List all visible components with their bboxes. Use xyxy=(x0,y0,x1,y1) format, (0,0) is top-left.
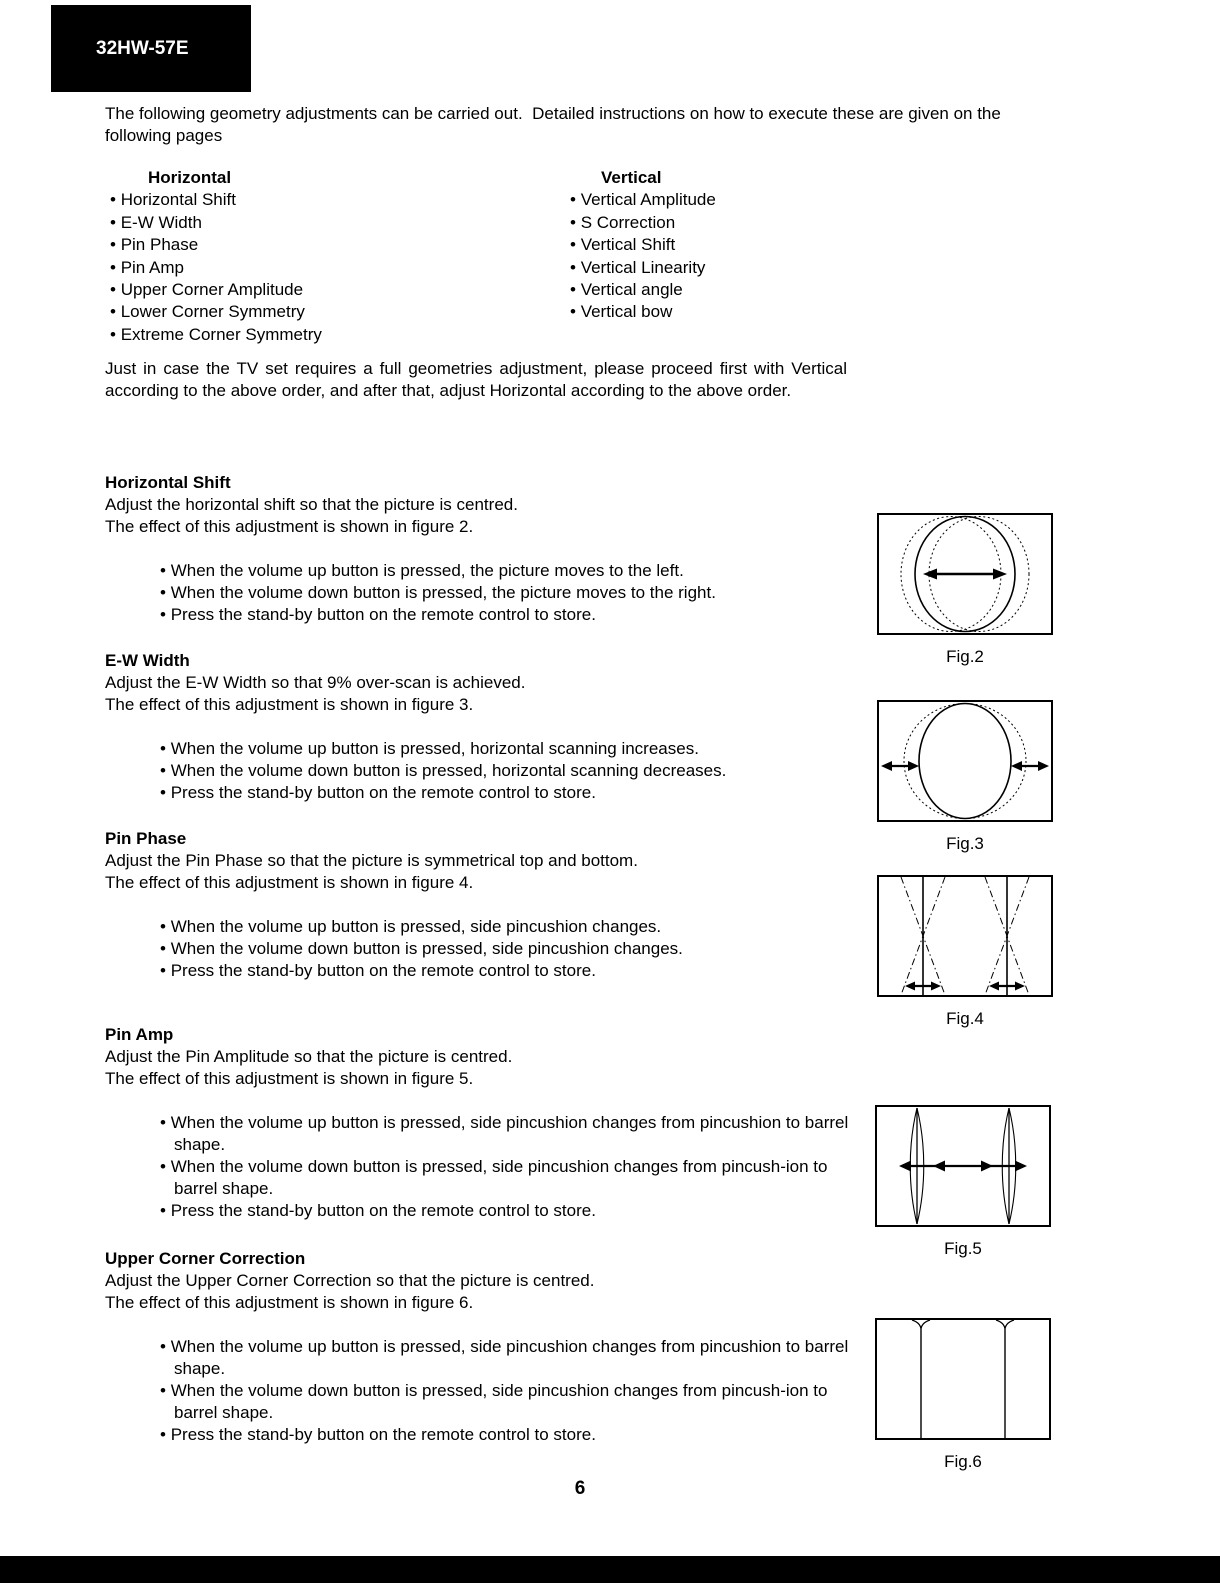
bullet-item: • When the volume up button is pressed, side pincushion changes. xyxy=(160,916,853,938)
section-horizontal-shift xyxy=(105,472,853,626)
section-upper-corner-correction xyxy=(105,1248,853,1446)
figure-caption: Fig.5 xyxy=(944,1239,982,1258)
bullet-item: • When the volume down button is pressed, the picture moves to the right. xyxy=(160,582,853,604)
section-desc-line: The effect of this adjustment is shown in figure 4. xyxy=(105,873,474,892)
list-item: • Vertical angle xyxy=(565,279,716,301)
bullet-item: • Press the stand-by button on the remote control to store. xyxy=(160,604,853,626)
bullet-item: • Press the stand-by button on the remote control to store. xyxy=(160,782,853,804)
section-title: E-W Width xyxy=(105,651,190,670)
section-desc-line: Adjust the Pin Amplitude so that the picture is centred. xyxy=(105,1047,513,1066)
section-bullets xyxy=(105,560,853,626)
model-badge xyxy=(51,5,251,92)
section-pin-amp xyxy=(105,1024,853,1222)
bullet-item: • Press the stand-by button on the remote control to store. xyxy=(160,1424,853,1446)
figure-caption: Fig.4 xyxy=(946,1009,984,1028)
bullet-item: • When the volume up button is pressed, side pincushion changes from pincushion to barrel shape. xyxy=(160,1336,853,1380)
section-bullets xyxy=(105,1112,853,1222)
vertical-column-title: Vertical xyxy=(601,168,662,187)
intro-paragraph: The following geometry adjustments can be carried out. Detailed instructions on how to execute these are given on the following pages xyxy=(105,104,1006,145)
figure-6 xyxy=(875,1318,1051,1473)
upper-corner-diagram xyxy=(875,1318,1051,1440)
horizontal-adjustments-column xyxy=(105,167,560,346)
section-desc-line: The effect of this adjustment is shown in figure 2. xyxy=(105,517,474,536)
list-item: • Vertical Linearity xyxy=(565,257,716,279)
section-desc-line: Adjust the Upper Corner Correction so that the picture is centred. xyxy=(105,1271,595,1290)
vertical-adjustments-list xyxy=(565,189,716,323)
adjustment-columns xyxy=(105,167,935,346)
bullet-item: • When the volume up button is pressed, the picture moves to the left. xyxy=(160,560,853,582)
horizontal-shift-diagram xyxy=(877,513,1053,635)
bullet-item: • When the volume down button is pressed, side pincushion changes from pincush-ion to barrel shape. xyxy=(160,1156,853,1200)
note-paragraph: Just in case the TV set requires a full geometries adjustment, please proceed first with Vertical according to the above order, and after that, adjust Horizontal according to the above order. xyxy=(105,359,847,400)
bullet-item: • When the volume up button is pressed, horizontal scanning increases. xyxy=(160,738,853,760)
section-ew-width xyxy=(105,650,853,804)
horizontal-adjustments-list xyxy=(105,189,560,346)
section-title: Upper Corner Correction xyxy=(105,1249,306,1268)
section-desc-line: The effect of this adjustment is shown in figure 3. xyxy=(105,695,474,714)
bullet-item: • Press the stand-by button on the remote control to store. xyxy=(160,960,853,982)
section-desc-line: Adjust the Pin Phase so that the picture is symmetrical top and bottom. xyxy=(105,851,638,870)
model-number: 32HW-57E xyxy=(96,37,189,59)
list-item: • Upper Corner Amplitude xyxy=(105,279,560,301)
bullet-item: • When the volume up button is pressed, side pincushion changes from pincushion to barrel shape. xyxy=(160,1112,853,1156)
vertical-adjustments-column xyxy=(565,167,716,346)
section-desc-line: Adjust the horizontal shift so that the picture is centred. xyxy=(105,495,518,514)
figure-2 xyxy=(877,513,1053,668)
figure-5 xyxy=(875,1105,1051,1260)
section-title: Pin Phase xyxy=(105,829,187,848)
figure-caption: Fig.3 xyxy=(946,834,984,853)
list-item: • Vertical Shift xyxy=(565,234,716,256)
figure-caption: Fig.2 xyxy=(946,647,984,666)
bullet-item: • When the volume down button is pressed, side pincushion changes from pincush-ion to barrel shape. xyxy=(160,1380,853,1424)
figure-4 xyxy=(877,875,1053,1030)
section-bullets xyxy=(105,738,853,804)
list-item: • Horizontal Shift xyxy=(105,189,560,211)
list-item: • Pin Phase xyxy=(105,234,560,256)
bullet-item: • Press the stand-by button on the remote control to store. xyxy=(160,1200,853,1222)
footer-bar xyxy=(0,1556,1220,1583)
section-bullets xyxy=(105,916,853,982)
list-item: • Vertical Amplitude xyxy=(565,189,716,211)
bullet-item: • When the volume down button is pressed, horizontal scanning decreases. xyxy=(160,760,853,782)
list-item: • S Correction xyxy=(565,212,716,234)
pin-phase-diagram xyxy=(877,875,1053,997)
section-desc-line: Adjust the E-W Width so that 9% over-scan is achieved. xyxy=(105,673,526,692)
section-title: Pin Amp xyxy=(105,1025,174,1044)
ew-width-diagram xyxy=(877,700,1053,822)
figure-3 xyxy=(877,700,1053,855)
list-item: • Lower Corner Symmetry xyxy=(105,301,560,323)
section-pin-phase xyxy=(105,828,853,982)
section-desc-line: The effect of this adjustment is shown in figure 6. xyxy=(105,1293,474,1312)
section-bullets xyxy=(105,1336,853,1446)
section-title: Horizontal Shift xyxy=(105,473,231,492)
list-item: • Vertical bow xyxy=(565,301,716,323)
section-desc-line: The effect of this adjustment is shown in figure 5. xyxy=(105,1069,474,1088)
figure-caption: Fig.6 xyxy=(944,1452,982,1471)
list-item: • E-W Width xyxy=(105,212,560,234)
pin-amp-diagram xyxy=(875,1105,1051,1227)
horizontal-column-title: Horizontal xyxy=(148,168,232,187)
list-item: • Extreme Corner Symmetry xyxy=(105,324,560,346)
list-item: • Pin Amp xyxy=(105,257,560,279)
bullet-item: • When the volume down button is pressed, side pincushion changes. xyxy=(160,938,853,960)
page-number: 6 xyxy=(574,1478,586,1499)
